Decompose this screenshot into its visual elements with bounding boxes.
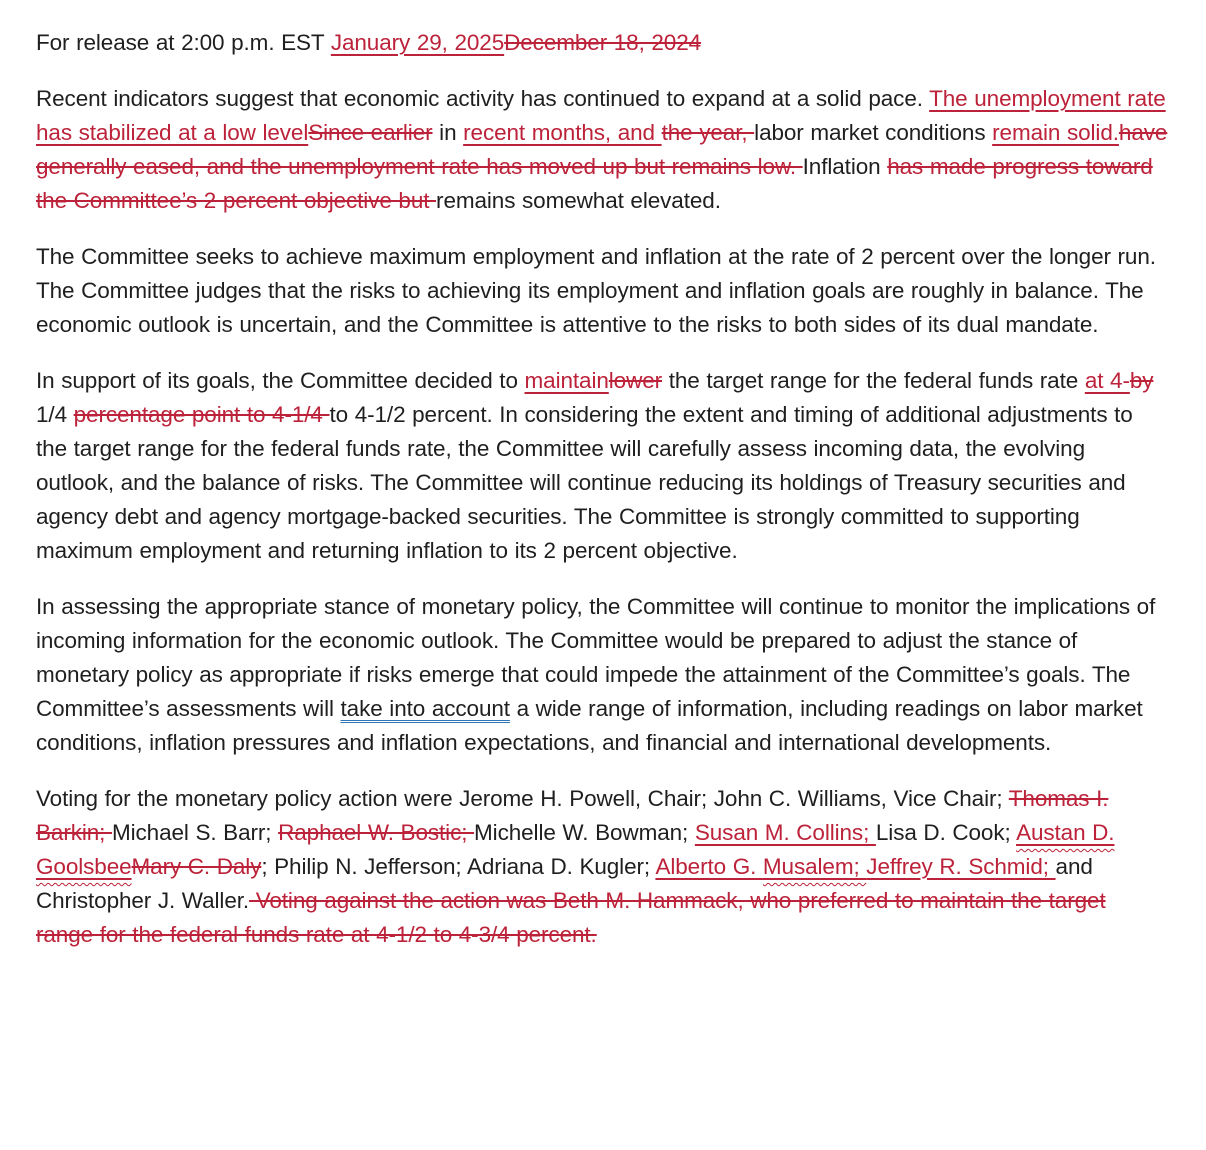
text-run: 1/4 bbox=[36, 402, 74, 427]
paragraph bbox=[36, 590, 1168, 760]
text-run: to 4-1/2 percent. In considering the extent and timing of additional adjustments to the target range for the federal funds rate, the Committee will carefully assess incoming data, the evolving outlook, and the balance of risks. The Committee will continue reducing its holdings of Treasury securities and agency debt and agency mortgage-backed securities. The Committee is strongly committed to supporting maximum employment and returning inflation to its 2 percent objective. bbox=[36, 402, 1133, 563]
deleted-text: Voting against the action was Beth M. Hammack, who preferred to maintain the target range for the federal funds rate at 4-1/2 to 4-3/4 percent. bbox=[36, 888, 1106, 947]
deleted-text: Since earlier bbox=[308, 120, 433, 145]
spellcheck-squiggle: Austan D. Goolsbee bbox=[36, 820, 1115, 879]
inserted-text-misspelled bbox=[763, 854, 866, 879]
inserted-text: Susan M. Collins; bbox=[694, 820, 876, 845]
inserted-text: remain solid. bbox=[992, 120, 1119, 145]
paragraph bbox=[36, 364, 1168, 568]
document-body bbox=[36, 26, 1168, 952]
deleted-text: December 18, 2024 bbox=[504, 30, 702, 55]
inserted-text: maintain bbox=[524, 368, 609, 393]
inserted-text: January 29, 2025 bbox=[330, 30, 505, 55]
text-run: a wide range of information, including readings on labor market conditions, inflation pressures and inflation expectations, and financial and international developments. bbox=[36, 696, 1143, 755]
deleted-text: by bbox=[1129, 368, 1154, 393]
text-run: ; Philip N. Jefferson; Adriana D. Kugler; bbox=[261, 854, 656, 879]
inserted-text: Jeffrey R. Schmid; bbox=[866, 854, 1056, 879]
spellcheck-squiggle: Musalem; bbox=[762, 854, 867, 879]
deleted-text: the year, bbox=[661, 120, 755, 145]
inserted-text: at 4- bbox=[1084, 368, 1130, 393]
text-run: For release at 2:00 p.m. EST bbox=[36, 30, 331, 55]
text-run: Voting for the monetary policy action were Jerome H. Powell, Chair; John C. Williams, Vice Chair; bbox=[36, 786, 1009, 811]
text-run: labor market conditions bbox=[754, 120, 993, 145]
deleted-text: percentage point to 4-1/4 bbox=[73, 402, 330, 427]
text-run: In support of its goals, the Committee decided to bbox=[36, 368, 525, 393]
inserted-text: The unemployment rate has stabilized at a low level bbox=[36, 86, 1166, 145]
text-run: Recent indicators suggest that economic activity has continued to expand at a solid pace. bbox=[36, 86, 930, 111]
text-run: Inflation bbox=[802, 154, 888, 179]
grammar-checked-text: take into account bbox=[340, 696, 510, 721]
inserted-text: recent months, and bbox=[463, 120, 662, 145]
text-run: Lisa D. Cook; bbox=[875, 820, 1017, 845]
paragraph bbox=[36, 82, 1168, 218]
inserted-text: Alberto G. bbox=[655, 854, 763, 879]
text-run: the target range for the federal funds rate bbox=[662, 368, 1085, 393]
text-run: The Committee seeks to achieve maximum employment and inflation at the rate of 2 percent over the longer run. The Committee judges that the risks to achieving its employment and inflation goals are roughly in balance. The economic outlook is uncertain, and the Committee is attentive to the risks to both sides of its dual mandate. bbox=[36, 244, 1156, 337]
text-run: Michelle W. Bowman; bbox=[474, 820, 695, 845]
deleted-text: have generally eased, and the unemployment rate has moved up but remains low. bbox=[36, 120, 1168, 179]
deleted-text: Thomas I. Barkin; bbox=[36, 786, 1109, 845]
text-run: and Christopher J. Waller. bbox=[36, 854, 1093, 913]
deleted-text: has made progress toward the Committee’s 2 percent objective but bbox=[36, 154, 1153, 213]
text-run: remains somewhat elevated. bbox=[436, 188, 721, 213]
paragraph bbox=[36, 240, 1168, 342]
text-run: in bbox=[432, 120, 464, 145]
deleted-text: Mary C. Daly bbox=[131, 854, 262, 879]
paragraph bbox=[36, 782, 1168, 952]
deleted-text: lower bbox=[608, 368, 663, 393]
deleted-text: Raphael W. Bostic; bbox=[278, 820, 475, 845]
release-line bbox=[36, 26, 1168, 60]
text-run: Michael S. Barr; bbox=[111, 820, 279, 845]
text-run: In assessing the appropriate stance of monetary policy, the Committee will continue to monitor the implications of incoming information for the economic outlook. The Committee would be prepared to adjust the stance of monetary policy as appropriate if risks emerge that could impede the attainment of the Committee’s goals. The Committee’s assessments will bbox=[36, 594, 1156, 721]
